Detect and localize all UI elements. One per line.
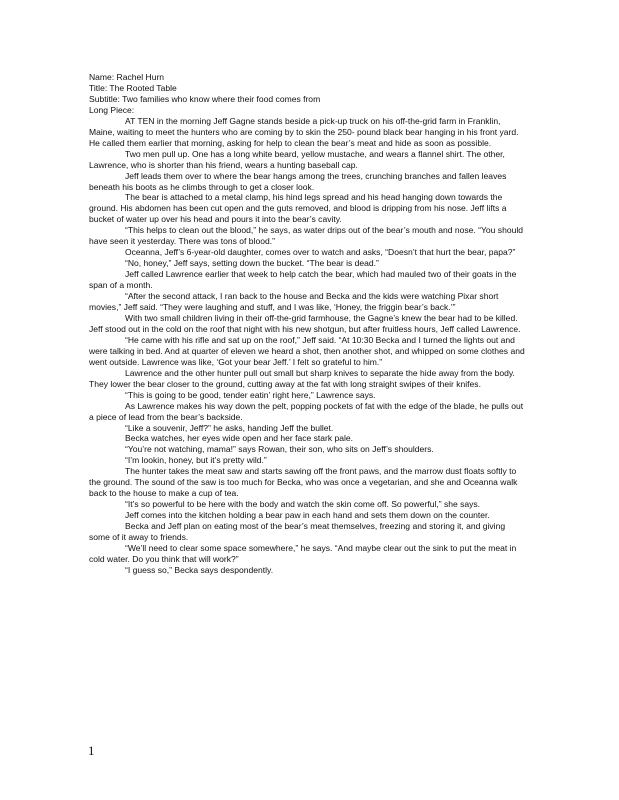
body-paragraph: Becka watches, her eyes wide open and her face stark pale. <box>125 433 354 444</box>
body-paragraph: AT TEN in the morning Jeff Gagne stands beside a pick-up truck on his off-the-grid farm in Franklin, Maine, waiting to meet the hunters who are coming by to skin the 250- pound black bear hanging in his front yard. He called them earlier that morning, asking for help to clean the bear’s meat and hide as soon as possible. <box>89 115 519 148</box>
body-paragraph: The hunter takes the meat saw and starts sawing off the front paws, and the marrow dust floats softly to the ground. The sound of the saw is too much for Becka, who was once a vegetarian, and she and Oceanna walk back to the house to make a cup of tea. <box>89 466 518 499</box>
body-paragraph: “This is going to be good, tender eatin’ right here,” Lawrence says. <box>125 389 376 400</box>
page-number: 1 <box>88 743 95 758</box>
body-paragraph: “We’ll need to clear some space somewhere,” he says. “And maybe clear out the sink to put the meat in cold water. Do you think that will work?” <box>89 542 517 564</box>
section-label: Long Piece: <box>89 104 135 115</box>
body-paragraph: “No, honey,” Jeff says, setting down the bucket. “The bear is dead.” <box>125 258 379 269</box>
body-paragraph: “After the second attack, I ran back to the house and Becka and the kids were watching Pixar short movies,” Jeff said. “They were laughing and stuff, and I was like, ‘Honey, the friggin bear’s back.’” <box>89 291 499 313</box>
body-paragraph: Oceanna, Jeff’s 6-year-old daughter, comes over to watch and asks, “Doesn’t that hurt the bear, papa?” <box>125 247 516 258</box>
body-paragraph: “Like a souvenir, Jeff?” he asks, handing Jeff the bullet. <box>125 422 334 433</box>
paragraph-list <box>89 116 527 576</box>
body-paragraph: Jeff called Lawrence earlier that week to help catch the bear, which had mauled two of their goats in the span of a month. <box>89 269 517 291</box>
name-line: Name: Rachel Hurn <box>89 72 165 82</box>
body-paragraph: Two men pull up. One has a long white beard, yellow mustache, and wears a flannel shirt. The other, Lawrence, who is shorter than his friend, wears a hunting baseball cap. <box>89 148 505 170</box>
body-paragraph: The bear is attached to a metal clamp, his hind legs spread and his head hanging down towards the ground. His abdomen has been cut open and the guts removed, and blood is dripping from his nose. Jeff lifts a bucket of water up over his head and pours it into the bear’s cavity. <box>89 192 507 225</box>
body-paragraph: “I’m lookin, honey, but it’s pretty wild.” <box>125 455 267 466</box>
document-body <box>89 72 527 576</box>
body-paragraph: “This helps to clean out the blood,” he says, as water drips out of the bear’s mouth and nose. “You should have seen it yesterday. There was tons of blood.” <box>89 225 523 247</box>
body-paragraph: “I guess so,” Becka says despondently. <box>125 564 274 575</box>
body-paragraph: “It’s so powerful to be here with the body and watch the skin come off. So powerful,” she says. <box>125 499 481 510</box>
body-paragraph: Jeff comes into the kitchen holding a bear paw in each hand and sets them down on the counter. <box>125 510 490 521</box>
body-paragraph: Lawrence and the other hunter pull out small but sharp knives to separate the hide away from the body. They lower the bear closer to the ground, cutting away at the fat with long straight swipes of their knifes. <box>89 367 515 389</box>
body-paragraph: With two small children living in their off-the-grid farmhouse, the Gagne’s knew the bear had to be killed. Jeff stood out in the cold on the roof that night with his new shotgun, but after fruitless hours, Jeff called Lawrence. <box>89 312 521 334</box>
body-paragraph: As Lawrence makes his way down the pelt, popping pockets of fat with the edge of the blade, he pulls out a piece of lead from the bear’s backside. <box>89 400 524 422</box>
body-paragraph: Becka and Jeff plan on eating most of the bear’s meat themselves, freezing and storing it, and giving some of it away to friends. <box>89 521 506 543</box>
body-paragraph: Jeff leads them over to where the bear hangs among the trees, crunching branches and fallen leaves beneath his boots as he climbs through to get a closer look. <box>89 170 507 192</box>
body-paragraph: “He came with his rifle and sat up on the roof,” Jeff said. “At 10:30 Becka and I turned the lights out and were talking in bed. And at quarter of eleven we heard a shot, then another shot, and whipped on some clothes and went outside. Lawrence was like, ‘Got your bear Jeff.’ I felt so grateful to him.” <box>89 334 525 367</box>
subtitle-line: Subtitle: Two families who know where their food comes from <box>89 93 321 104</box>
title-line: Title: The Rooted Table <box>89 82 177 93</box>
body-paragraph: “You’re not watching, mama!” says Rowan, their son, who sits on Jeff’s shoulders. <box>125 444 434 455</box>
